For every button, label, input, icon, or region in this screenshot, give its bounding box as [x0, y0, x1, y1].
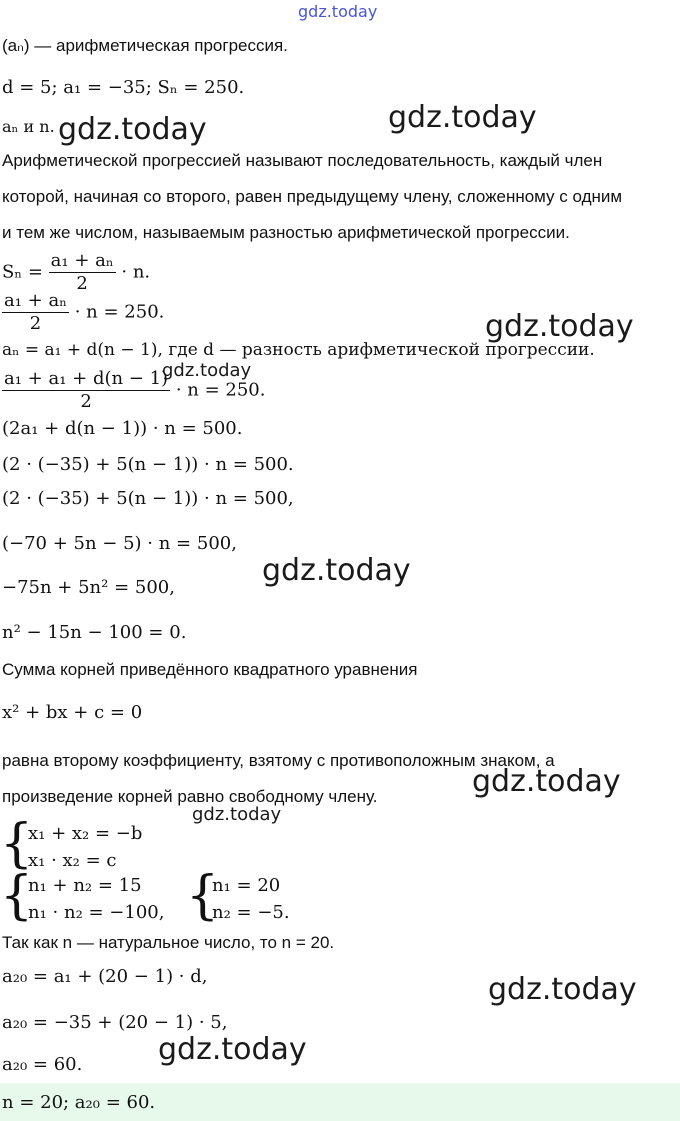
sum-formula-fraction — [49, 250, 116, 295]
equation-step-5: −75n + 5n² = 500, — [2, 577, 175, 598]
system-brace: { — [0, 866, 34, 926]
definition-line-1: Арифметической прогрессией называют последовательность, каждый член — [2, 151, 603, 170]
roots-sum: n₁ + n₂ = 15 — [28, 875, 142, 896]
substituted-equation — [2, 368, 265, 413]
sum-formula-left: Sₙ = — [2, 261, 43, 283]
find-values: aₙ и n. — [2, 117, 55, 136]
watermark: gdz.today — [488, 972, 637, 1007]
watermark: gdz.today — [472, 764, 621, 799]
nth-term-formula: aₙ = a₁ + d(n − 1), где d — разность арифметической прогрессии. — [2, 340, 595, 360]
watermark: gdz.today — [158, 1032, 307, 1067]
sum-formula-right: · n. — [121, 261, 151, 283]
watermark: gdz.today — [162, 360, 252, 381]
a20-substitution: a₂₀ = −35 + (20 − 1) · 5, — [2, 1012, 228, 1033]
answer-box — [0, 1083, 680, 1121]
vieta-text-2: равна второму коэффициенту, взятому с противоположным знаком, а — [2, 751, 555, 770]
equation-step-1: (2a₁ + d(n − 1)) · n = 500. — [2, 418, 243, 439]
fraction-numerator: a₁ + aₙ — [50, 250, 114, 271]
watermark: gdz.today — [192, 804, 282, 825]
given-values: d = 5; a₁ = −35; Sₙ = 250. — [2, 77, 245, 98]
fraction-denominator: 2 — [29, 313, 42, 334]
natural-number-note: Так как n — натуральное число, то n = 20. — [2, 933, 335, 952]
vieta-text-3: произведение корней равно свободному члену. — [2, 787, 378, 806]
fraction-denominator: 2 — [76, 273, 88, 294]
watermark: gdz.today — [262, 553, 411, 588]
sum-equation-fraction — [2, 290, 69, 335]
vieta-sum: x₁ + x₂ = −b — [28, 823, 143, 844]
reduced-quadratic: x² + bx + c = 0 — [2, 702, 143, 723]
sum-equation-right: · n = 250. — [74, 301, 165, 323]
equation-step-2: (2 · (−35) + 5(n − 1)) · n = 500. — [2, 454, 294, 475]
system-brace: { — [186, 866, 220, 926]
definition-line-2: которой, начиная со второго, равен предыдущему члену, сложенному с одним — [2, 187, 623, 206]
system-brace: { — [0, 814, 34, 874]
equation-step-3: (2 · (−35) + 5(n − 1)) · n = 500, — [2, 488, 294, 509]
quadratic-equation: n² − 15n − 100 = 0. — [2, 622, 187, 643]
root-2: n₂ = −5. — [212, 902, 290, 923]
sum-formula — [2, 250, 150, 295]
a20-result: a₂₀ = 60. — [2, 1054, 83, 1075]
roots-product: n₁ · n₂ = −100, — [28, 902, 165, 923]
substituted-right: · n = 250. — [175, 379, 266, 401]
sum-equation — [2, 290, 164, 335]
substituted-fraction — [2, 368, 170, 413]
equation-step-4: (−70 + 5n − 5) · n = 500, — [2, 533, 237, 554]
watermark: gdz.today — [58, 112, 207, 147]
answer-text: n = 20; a₂₀ = 60. — [2, 1092, 156, 1113]
vieta-text-1: Сумма корней приведённого квадратного уравнения — [2, 660, 418, 679]
vieta-product: x₁ · x₂ = c — [28, 850, 117, 871]
root-1: n₁ = 20 — [212, 875, 281, 896]
fraction-denominator: 2 — [80, 391, 92, 412]
watermark-top: gdz.today — [298, 2, 378, 21]
watermark: gdz.today — [388, 100, 537, 135]
fraction-numerator: a₁ + aₙ — [4, 290, 67, 311]
watermark: gdz.today — [485, 309, 634, 344]
fraction-numerator: a₁ + a₁ + d(n − 1) — [4, 368, 169, 389]
definition-line-3: и тем же числом, называемым разностью арифметической прогрессии. — [2, 223, 570, 242]
a20-formula: a₂₀ = a₁ + (20 − 1) · d, — [2, 966, 208, 987]
given-sequence: (aₙ) — арифметическая прогрессия. — [2, 36, 288, 55]
